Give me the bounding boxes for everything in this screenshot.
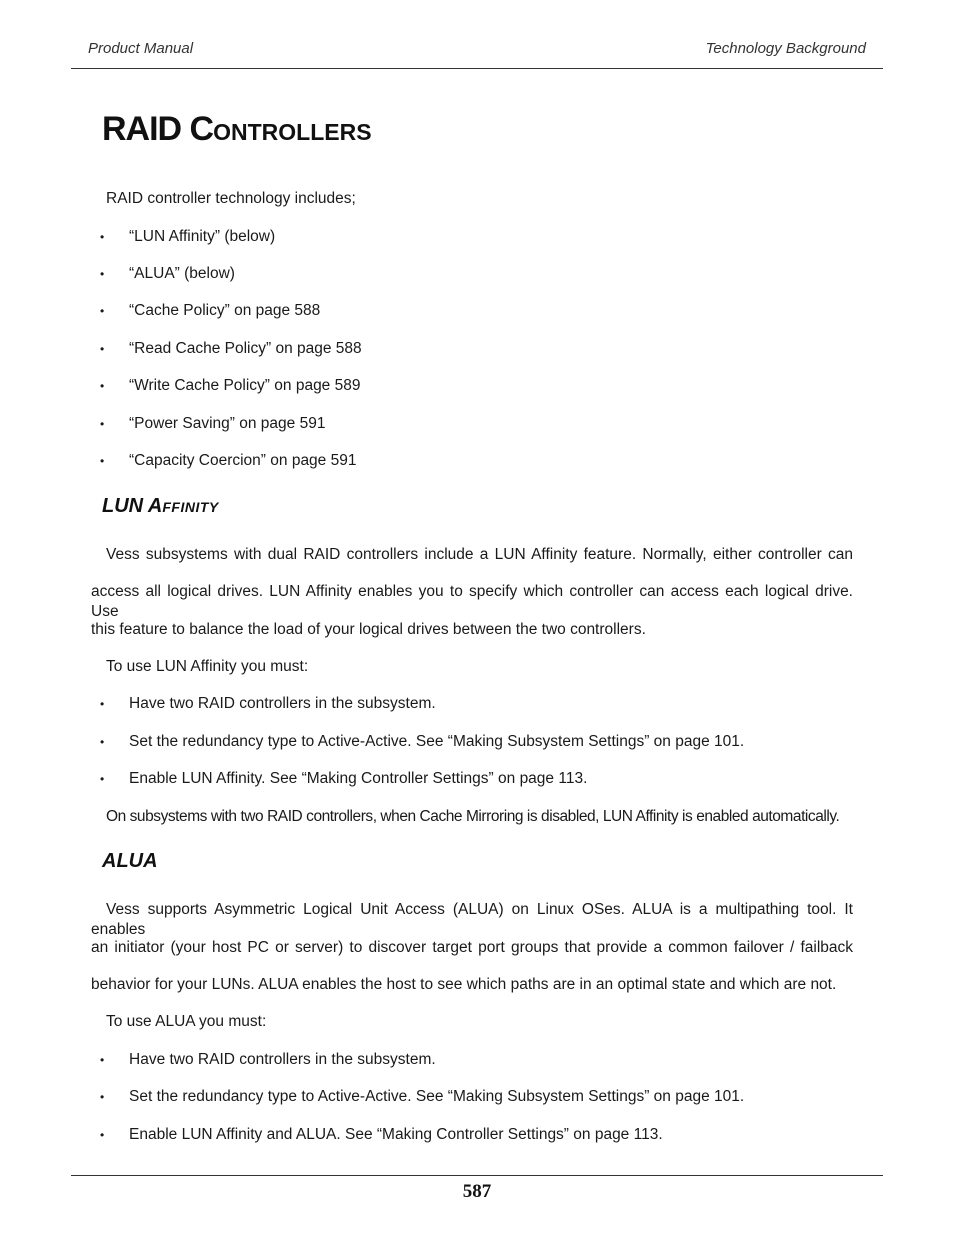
title-big: RAID C	[102, 110, 214, 148]
running-header	[88, 40, 866, 62]
section-heading-lun-affinity: LUN AFFINITY	[102, 495, 219, 517]
paragraph-line: Vess supports Asymmetric Logical Unit Access (ALUA) on Linux OSes. ALUA is a multipathing tool. It enables	[91, 901, 853, 938]
paragraph-line: behavior for your LUNs. ALUA enables the host to see which paths are in an optimal state and which are not.	[91, 976, 837, 993]
page-title	[102, 110, 372, 149]
section-heading-alua: ALUA	[102, 850, 158, 872]
paragraph-line: an initiator (your host PC or server) to discover target port groups that provide a common failover / failback	[91, 939, 853, 956]
header-left: Product Manual	[88, 40, 194, 57]
header-right: Technology Background	[705, 40, 866, 57]
paragraph-line: this feature to balance the load of your logical drives between the two controllers.	[91, 621, 646, 638]
alua-must-text: To use ALUA you must:	[106, 1013, 267, 1030]
lun-note: On subsystems with two RAID controllers, when Cache Mirroring is disabled, LUN Affinity is enabled automatically.	[106, 808, 840, 825]
page-number: 587	[462, 1181, 492, 1202]
title-small: ONTROLLERS	[213, 119, 372, 145]
paragraph-line: access all logical drives. LUN Affinity enables you to specify which controller can access each logical drive. Use	[91, 583, 853, 620]
header-rule	[71, 68, 883, 69]
footer-rule	[71, 1175, 883, 1176]
lun-must-text: To use LUN Affinity you must:	[106, 658, 309, 675]
paragraph-line: Vess subsystems with dual RAID controllers include a LUN Affinity feature. Normally, either controller can	[106, 546, 853, 563]
intro-text: RAID controller technology includes;	[106, 190, 356, 207]
